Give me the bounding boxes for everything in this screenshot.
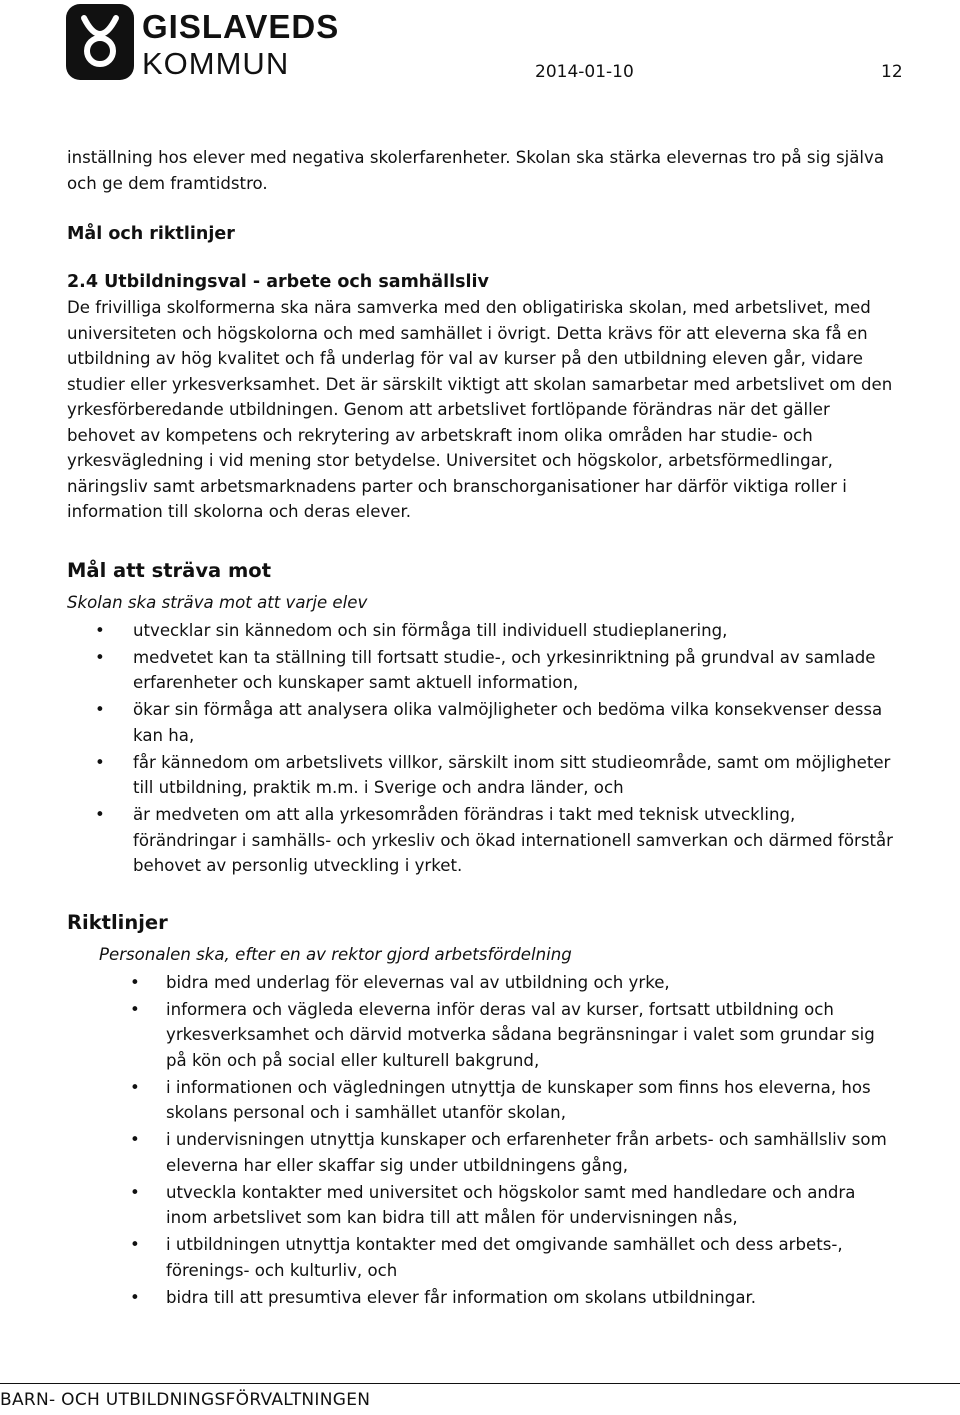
gislaved-emblem-icon [66, 4, 134, 80]
list-item: • får kännedom om arbetslivets villkor, särskilt inom sitt studieområde, samt om möjligheter till utbildning, praktik m.m. i Sverige och andra länder, och [67, 750, 897, 801]
goals-lead: Skolan ska sträva mot att varje elev [67, 592, 368, 612]
list-item: • i utbildningen utnyttja kontakter med det omgivande samhället och dess arbets-, förenings- och kulturliv, och [67, 1232, 897, 1283]
list-item: • informera och vägleda eleverna inför deras val av kurser, fortsatt utbildning och yrkesverksamhet och därvid motverka sådana begränsningar i valet som grundar sig på kön och på social eller kulturell bakgrund, [67, 997, 897, 1074]
body-paragraph: De frivilliga skolformerna ska nära samverka med den obligatiriska skolan, med arbetslivet, med universiteten och högskolorna och med samhället i övrigt. Detta krävs för att eleverna ska få en utbildning av hög kvalitet och få underlag för val av kurser på den utbildning eleven går, vidare studier eller yrkesverksamhet. Det är särskilt viktigt att skolan samarbetar med arbetslivet om den yrkesförberedande utbildningen. Genom att arbetslivet fortlöpande förändras när det gäller behovet av kompetens och rekrytering av arbetskraft inom olika områden har studie- och yrkesvägledning i vid mening stor betydelse. Universitet och högskolor, arbetsförmedlingar, näringsliv samt arbetsmarknadens parter och branschorganisationer har därför viktiga roller i information till skolorna och deras elever. [67, 298, 893, 521]
gislaveds-kommun-logo [66, 4, 346, 80]
list-item: • medvetet kan ta ställning till fortsatt studie-, och yrkesinriktning på grundval av samlade erfarenheter och kunskaper samt aktuell information, [67, 645, 897, 696]
footer-text: BARN- OCH UTBILDNINGSFÖRVALTNINGEN [0, 1390, 371, 1410]
intro-paragraph: inställning hos elever med negativa skolerfarenheter. Skolan ska stärka elevernas tro på sig själva och ge dem framtidstro. [67, 148, 885, 193]
list-item: • i informationen och vägledningen utnyttja de kunskaper som finns hos eleverna, hos skolans personal och i samhället utanför skolan, [67, 1075, 897, 1126]
subsection-title: 2.4 Utbildningsval - arbete och samhällsliv [67, 272, 489, 292]
logo-line1: GISLAVEDS [142, 8, 340, 45]
page-number: 12 [881, 62, 903, 82]
list-item: • bidra till att presumtiva elever får information om skolans utbildningar. [67, 1285, 897, 1311]
guidelines-heading: Riktlinjer [67, 910, 168, 934]
goals-heading: Mål att sträva mot [67, 558, 272, 582]
footer-divider [0, 1383, 960, 1384]
document-body [67, 134, 897, 1310]
logo-line2: KOMMUN [142, 46, 290, 80]
section-title: Mål och riktlinjer [67, 224, 235, 244]
list-item: • bidra med underlag för elevernas val av utbildning och yrke, [67, 970, 897, 996]
guidelines-lead: Personalen ska, efter en av rektor gjord arbetsfördelning [99, 944, 572, 964]
document-date: 2014-01-10 [535, 62, 634, 82]
list-item: • utvecklar sin kännedom och sin förmåga till individuell studieplanering, [67, 618, 897, 644]
goals-list [67, 618, 897, 879]
list-item: • ökar sin förmåga att analysera olika valmöjligheter och bedöma vilka konsekvenser dessa kan ha, [67, 697, 897, 748]
list-item: • i undervisningen utnyttja kunskaper och erfarenheter från arbets- och samhällsliv som eleverna har eller skaffar sig under utbildningens gång, [67, 1127, 897, 1178]
list-item: • är medveten om att alla yrkesområden förändras i takt med teknisk utveckling, förändringar i samhälls- och yrkesliv och ökad internationell samverkan och därmed förstår behovet av personlig utveckling i yrket. [67, 802, 897, 879]
guidelines-list [67, 970, 897, 1311]
list-item: • utveckla kontakter med universitet och högskolor samt med handledare och andra inom arbetslivet som kan bidra till att målen för undervisningen nås, [67, 1180, 897, 1231]
